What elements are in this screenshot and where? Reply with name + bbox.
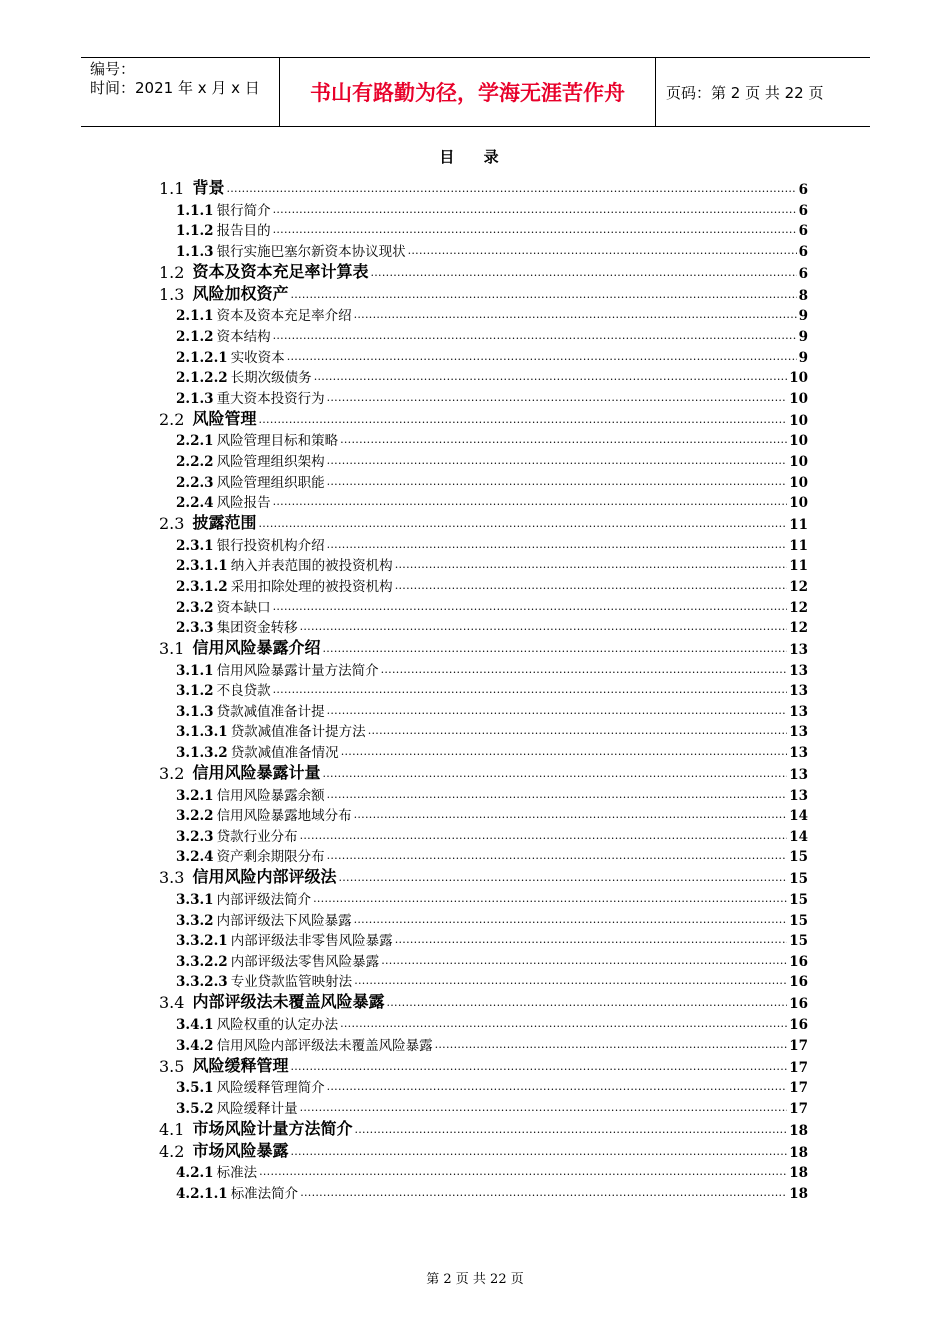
toc-dot-leader <box>322 768 787 780</box>
toc-dot-leader <box>395 559 788 571</box>
toc-entry-title: 贷款减值准备计提方法 <box>230 724 366 741</box>
toc-dot-leader <box>381 664 788 676</box>
toc-entry-number: 1.3 <box>159 284 185 304</box>
toc-dot-leader <box>258 518 787 530</box>
toc-dot-leader <box>313 893 787 905</box>
toc-entry-number: 1.2 <box>159 262 185 282</box>
toc-entry[interactable] <box>159 970 808 991</box>
toc-entry[interactable] <box>159 449 808 470</box>
toc-entry-number: 2.3.1.1 <box>176 558 228 575</box>
toc-dot-leader <box>340 434 787 446</box>
toc-dot-leader <box>327 539 788 551</box>
toc-entry-title: 信用风险暴露地域分布 <box>216 808 352 825</box>
toc-entry[interactable] <box>159 1054 808 1076</box>
toc-entry-title: 内部评级法零售风险暴露 <box>230 953 380 970</box>
toc-entry[interactable] <box>159 198 808 219</box>
toc-entry-number: 3.3.2.1 <box>176 933 228 950</box>
toc-entry[interactable] <box>159 511 808 533</box>
toc-dot-leader <box>300 1102 788 1114</box>
toc-dot-leader <box>226 183 796 195</box>
toc-dot-leader <box>354 1124 787 1136</box>
toc-dot-leader <box>287 351 797 363</box>
toc-entry-number: 4.2.1 <box>176 1165 214 1182</box>
toc-entry-number: 2.2.4 <box>176 495 214 512</box>
toc-entry-page: 13 <box>789 703 808 720</box>
toc-entry-title: 信用风险内部评级法 <box>192 867 337 887</box>
toc-dot-leader <box>258 414 787 426</box>
toc-entry-number: 2.1.1 <box>176 308 214 325</box>
toc-dot-leader <box>368 725 788 737</box>
toc-entry-page: 15 <box>789 849 808 866</box>
toc-dot-leader <box>327 789 788 801</box>
toc-dot-leader <box>273 684 788 696</box>
toc-dot-leader <box>395 580 788 592</box>
toc-entry[interactable] <box>159 1033 808 1054</box>
toc-entry-title: 风险缓释管理 <box>192 1055 289 1075</box>
toc-entry-page: 10 <box>789 453 808 470</box>
toc-entry-title: 标准法 <box>216 1165 258 1182</box>
toc-entry-page: 9 <box>798 349 808 366</box>
toc-dot-leader <box>273 204 797 216</box>
toc-entry-number: 3.2.1 <box>176 787 214 804</box>
toc-entry-number: 4.1 <box>159 1119 185 1139</box>
header-motto: 书山有路勤为径，学海无涯苦作舟 <box>280 58 656 126</box>
toc-entry[interactable] <box>159 324 808 345</box>
toc-entry[interactable] <box>159 720 808 741</box>
toc-entry[interactable] <box>159 1161 808 1182</box>
toc-entry-page: 13 <box>789 787 808 804</box>
toc-entry-page: 17 <box>789 1037 808 1054</box>
toc-entry-number: 3.3.2 <box>176 912 214 929</box>
toc-entry-number: 2.1.2.2 <box>176 370 228 387</box>
toc-dot-leader <box>354 309 797 321</box>
toc-entry-page: 16 <box>789 996 808 1013</box>
toc-entry-number: 2.2 <box>159 409 185 429</box>
toc-dot-leader <box>290 1146 787 1158</box>
toc-entry-page: 15 <box>789 912 808 929</box>
toc-entry-number: 3.2.4 <box>176 849 214 866</box>
toc-entry-page: 10 <box>789 474 808 491</box>
toc-entry-number: 3.1.3 <box>176 703 214 720</box>
toc-entry[interactable] <box>159 574 808 595</box>
toc-entry-number: 3.4.2 <box>176 1037 214 1054</box>
toc-entry-number: 3.2 <box>159 764 185 784</box>
toc-entry-title: 贷款减值准备计提 <box>216 703 325 720</box>
toc-entry-title: 市场风险暴露 <box>192 1140 289 1160</box>
toc-entry[interactable] <box>159 1076 808 1097</box>
document-number-label: 编号： <box>90 60 136 78</box>
toc-entry-title: 实收资本 <box>230 349 285 366</box>
toc-entry-page: 13 <box>789 724 808 741</box>
toc-entry-page: 14 <box>789 828 808 845</box>
toc-entry-title: 风险加权资产 <box>192 283 289 303</box>
toc-entry-page: 11 <box>789 517 808 534</box>
toc-entry-number: 3.2.2 <box>176 808 214 825</box>
toc-entry-title: 风险管理 <box>192 408 257 428</box>
toc-entry-page: 12 <box>789 620 808 637</box>
toc-entry-number: 3.5 <box>159 1056 185 1076</box>
toc-entry-title: 风险缓释计量 <box>216 1100 298 1117</box>
toc-entry-number: 1.1.3 <box>176 243 214 260</box>
toc-entry-title: 资本缺口 <box>216 599 271 616</box>
toc-entry-page: 10 <box>789 390 808 407</box>
header-meta <box>81 58 280 126</box>
toc-entry-number: 3.1.3.1 <box>176 724 228 741</box>
toc-dot-leader <box>273 330 797 342</box>
toc-entry-title: 资本及资本充足率计算表 <box>192 261 369 281</box>
toc-entry-title: 风险管理组织职能 <box>216 474 325 491</box>
toc-entry-number: 3.1.3.2 <box>176 745 228 762</box>
toc-entry-page: 14 <box>789 808 808 825</box>
toc-entry-title: 信用风险暴露介绍 <box>192 638 321 658</box>
toc-entry[interactable] <box>159 595 808 616</box>
toc-entry-page: 10 <box>789 495 808 512</box>
toc-entry[interactable] <box>159 679 808 700</box>
toc-entry-page: 6 <box>798 243 808 260</box>
toc-dot-leader <box>381 955 787 967</box>
toc-dot-leader <box>386 997 787 1009</box>
toc-entry-page: 16 <box>789 974 808 991</box>
toc-entry-number: 2.3.1 <box>176 537 214 554</box>
toc-entry-title: 信用风险暴露计量 <box>192 763 321 783</box>
toc-entry[interactable] <box>159 282 808 304</box>
toc-entry-title: 风险管理目标和策略 <box>216 433 339 450</box>
toc-entry-number: 3.4 <box>159 993 185 1013</box>
toc-entry-title: 专业贷款监管映射法 <box>230 974 353 991</box>
toc-entry-title: 内部评级法未覆盖风险暴露 <box>192 992 385 1012</box>
toc-entry[interactable] <box>159 783 808 804</box>
toc-entry-title: 风险缓释管理简介 <box>216 1080 325 1097</box>
toc-entry[interactable] <box>159 554 808 575</box>
toc-entry[interactable] <box>159 761 808 783</box>
toc-entry[interactable] <box>159 658 808 679</box>
toc-entry-page: 6 <box>798 265 808 282</box>
toc-entry-page: 9 <box>798 308 808 325</box>
toc-entry-title: 信用风险暴露余额 <box>216 787 325 804</box>
toc-entry-page: 13 <box>789 642 808 659</box>
toc-entry-number: 3.1.2 <box>176 683 214 700</box>
toc-dot-leader <box>290 289 796 301</box>
toc-entry-title: 不良贷款 <box>216 683 271 700</box>
toc-title: 目 录 <box>439 148 511 166</box>
toc-entry[interactable] <box>159 887 808 908</box>
toc-entry-title: 信用风险暴露计量方法简介 <box>216 662 379 679</box>
toc-entry-number: 2.1.3 <box>176 390 214 407</box>
toc-entry-title: 披露范围 <box>192 513 257 533</box>
toc-entry[interactable] <box>159 533 808 554</box>
toc-entry-number: 3.4.1 <box>176 1017 214 1033</box>
toc-entry-page: 12 <box>789 578 808 595</box>
toc-entry-page: 13 <box>789 745 808 762</box>
toc-dot-leader <box>314 371 788 383</box>
toc-entry-page: 11 <box>789 558 808 575</box>
toc-entry-number: 3.5.2 <box>176 1100 214 1117</box>
document-date: 时间：2021 年 x 月 x 日 <box>90 79 260 97</box>
toc-entry[interactable] <box>159 470 808 491</box>
toc-dot-leader <box>273 601 788 613</box>
toc-dot-leader <box>408 245 797 257</box>
toc-entry-number: 2.1.2.1 <box>176 349 228 366</box>
toc-entry-title: 风险权重的认定办法 <box>216 1017 339 1033</box>
toc-dot-leader <box>300 1187 787 1199</box>
toc-entry-number: 2.3.3 <box>176 620 214 637</box>
toc-entry-number: 2.3.2 <box>176 599 214 616</box>
toc-dot-leader <box>290 1061 787 1073</box>
toc-dot-leader <box>322 643 787 655</box>
toc-entry-title: 标准法简介 <box>230 1185 299 1202</box>
toc-entry-number: 3.3.2.3 <box>176 974 228 991</box>
toc-entry-page: 18 <box>789 1144 808 1161</box>
toc-entry[interactable] <box>159 1139 808 1161</box>
toc-entry-page: 18 <box>789 1185 808 1202</box>
toc-dot-leader <box>327 455 788 467</box>
toc-entry[interactable] <box>159 740 808 761</box>
toc-entry-title: 贷款行业分布 <box>216 828 298 845</box>
toc-entry-title: 重大资本投资行为 <box>216 390 325 407</box>
toc-dot-leader <box>259 1166 787 1178</box>
toc-entry-page: 17 <box>789 1100 808 1117</box>
toc-entry-title: 内部评级法非零售风险暴露 <box>230 933 393 950</box>
toc-entry-title: 背景 <box>192 178 225 197</box>
toc-entry-title: 贷款减值准备情况 <box>230 745 339 762</box>
toc-entry-page: 8 <box>798 287 808 304</box>
toc-entry-number: 2.2.2 <box>176 453 214 470</box>
toc-entry-page: 10 <box>789 412 808 429</box>
toc-entry-title: 资产剩余期限分布 <box>216 849 325 866</box>
toc-entry-title: 长期次级债务 <box>230 370 312 387</box>
toc-dot-leader <box>327 1081 788 1093</box>
toc-entry[interactable] <box>159 429 808 450</box>
toc-entry-title: 风险管理组织架构 <box>216 453 325 470</box>
toc-entry-page: 6 <box>798 223 808 240</box>
toc-entry[interactable] <box>159 260 808 282</box>
toc-entry-page: 18 <box>789 1122 808 1139</box>
toc-entry[interactable] <box>159 616 808 637</box>
toc-entry-title: 采用扣除处理的被投资机构 <box>230 578 393 595</box>
header-page-info: 页码：第 2 页 共 22 页 <box>666 83 824 102</box>
toc-entry-title: 信用风险内部评级法未覆盖风险暴露 <box>216 1037 433 1054</box>
toc-entry[interactable] <box>159 1117 808 1139</box>
toc-entry[interactable] <box>159 304 808 325</box>
toc-dot-leader <box>273 224 797 236</box>
toc-entry-number: 3.1 <box>159 639 185 659</box>
toc-dot-leader <box>354 809 788 821</box>
toc-entry[interactable] <box>159 845 808 866</box>
toc-entry-page: 6 <box>798 202 808 219</box>
toc-dot-leader <box>435 1039 788 1051</box>
page-footer: 第 2 页 共 22 页 <box>426 1272 524 1287</box>
toc-dot-leader <box>327 705 788 717</box>
toc-entry-title: 资本结构 <box>216 328 271 345</box>
toc-entry-title: 报告目的 <box>216 223 271 240</box>
toc-entry-page: 15 <box>789 892 808 909</box>
toc-entry-title: 银行投资机构介绍 <box>216 537 325 554</box>
toc-entry-number: 2.3 <box>159 514 185 534</box>
toc-entry-title: 纳入并表范围的被投资机构 <box>230 558 393 575</box>
toc-entry[interactable] <box>159 824 808 845</box>
toc-entry[interactable] <box>159 636 808 658</box>
toc-entry-page: 16 <box>789 953 808 970</box>
toc-entry-number: 3.1.1 <box>176 662 214 679</box>
toc-entry[interactable] <box>159 345 808 366</box>
toc-entry-number: 3.3.1 <box>176 892 214 909</box>
toc-dot-leader <box>370 267 796 279</box>
toc-dot-leader <box>354 975 787 987</box>
toc-entry-page: 16 <box>789 1017 808 1033</box>
toc-entry[interactable] <box>159 491 808 512</box>
toc-entry-page: 10 <box>789 370 808 387</box>
toc-entry-page: 18 <box>789 1165 808 1182</box>
toc-dot-leader <box>338 872 787 884</box>
toc-entry[interactable] <box>159 176 808 198</box>
toc-entry-number: 1.1 <box>159 179 185 198</box>
toc-entry-title: 内部评级法下风险暴露 <box>216 912 352 929</box>
toc-entry-number: 4.2.1.1 <box>176 1185 228 1202</box>
toc-entry[interactable] <box>159 407 808 429</box>
toc-entry-page: 12 <box>789 599 808 616</box>
toc-dot-leader <box>300 621 788 633</box>
toc-entry[interactable] <box>159 949 808 970</box>
toc-entry[interactable] <box>159 1181 808 1202</box>
toc-entry[interactable] <box>159 386 808 407</box>
toc-dot-leader <box>327 392 788 404</box>
toc-entry[interactable] <box>159 929 808 950</box>
toc-entry-number: 1.1.1 <box>176 202 214 219</box>
toc-entry-number: 2.1.2 <box>176 328 214 345</box>
toc-entry-page: 15 <box>789 871 808 888</box>
toc-dot-leader <box>327 476 788 488</box>
toc-entry[interactable] <box>159 990 808 1012</box>
page-header <box>81 57 870 127</box>
toc-entry-page: 6 <box>798 182 808 198</box>
toc-entry[interactable] <box>159 239 808 260</box>
toc-entry[interactable] <box>159 1096 808 1117</box>
toc-entry-number: 2.3.1.2 <box>176 578 228 595</box>
toc-entry-title: 市场风险计量方法简介 <box>192 1118 353 1138</box>
toc-entry-title: 集团资金转移 <box>216 620 298 637</box>
toc-dot-leader <box>300 830 788 842</box>
toc-entry-title: 银行简介 <box>216 202 271 219</box>
toc-dot-leader <box>341 746 788 758</box>
table-of-contents <box>159 176 808 1202</box>
toc-entry-number: 3.5.1 <box>176 1080 214 1097</box>
toc-entry[interactable] <box>159 908 808 929</box>
toc-entry-number: 3.3 <box>159 868 185 888</box>
toc-entry[interactable] <box>159 366 808 387</box>
toc-entry-page: 13 <box>789 662 808 679</box>
toc-entry-page: 13 <box>789 767 808 784</box>
toc-entry[interactable] <box>159 699 808 720</box>
toc-entry-page: 11 <box>789 537 808 554</box>
toc-dot-leader <box>395 934 788 946</box>
toc-entry[interactable] <box>159 1012 808 1033</box>
toc-entry-number: 3.2.3 <box>176 828 214 845</box>
toc-entry-page: 10 <box>789 433 808 450</box>
toc-dot-leader <box>354 914 788 926</box>
toc-entry-page: 17 <box>789 1080 808 1097</box>
toc-entry-page: 15 <box>789 933 808 950</box>
toc-entry-title: 资本及资本充足率介绍 <box>216 308 352 325</box>
toc-entry-title: 银行实施巴塞尔新资本协议现状 <box>216 243 406 260</box>
toc-entry-number: 3.3.2.2 <box>176 953 228 970</box>
toc-entry[interactable] <box>159 219 808 240</box>
toc-entry[interactable] <box>159 865 808 887</box>
toc-entry-page: 17 <box>789 1059 808 1076</box>
toc-entry-number: 2.2.3 <box>176 474 214 491</box>
toc-entry-title: 风险报告 <box>216 495 271 512</box>
toc-dot-leader <box>340 1018 787 1030</box>
toc-entry[interactable] <box>159 804 808 825</box>
toc-entry-page: 13 <box>789 683 808 700</box>
toc-entry-number: 4.2 <box>159 1141 185 1161</box>
toc-entry-number: 1.1.2 <box>176 223 214 240</box>
toc-dot-leader <box>273 496 788 508</box>
toc-dot-leader <box>327 850 788 862</box>
toc-entry-page: 9 <box>798 328 808 345</box>
toc-entry-number: 2.2.1 <box>176 433 214 450</box>
toc-entry-title: 内部评级法简介 <box>216 892 312 909</box>
